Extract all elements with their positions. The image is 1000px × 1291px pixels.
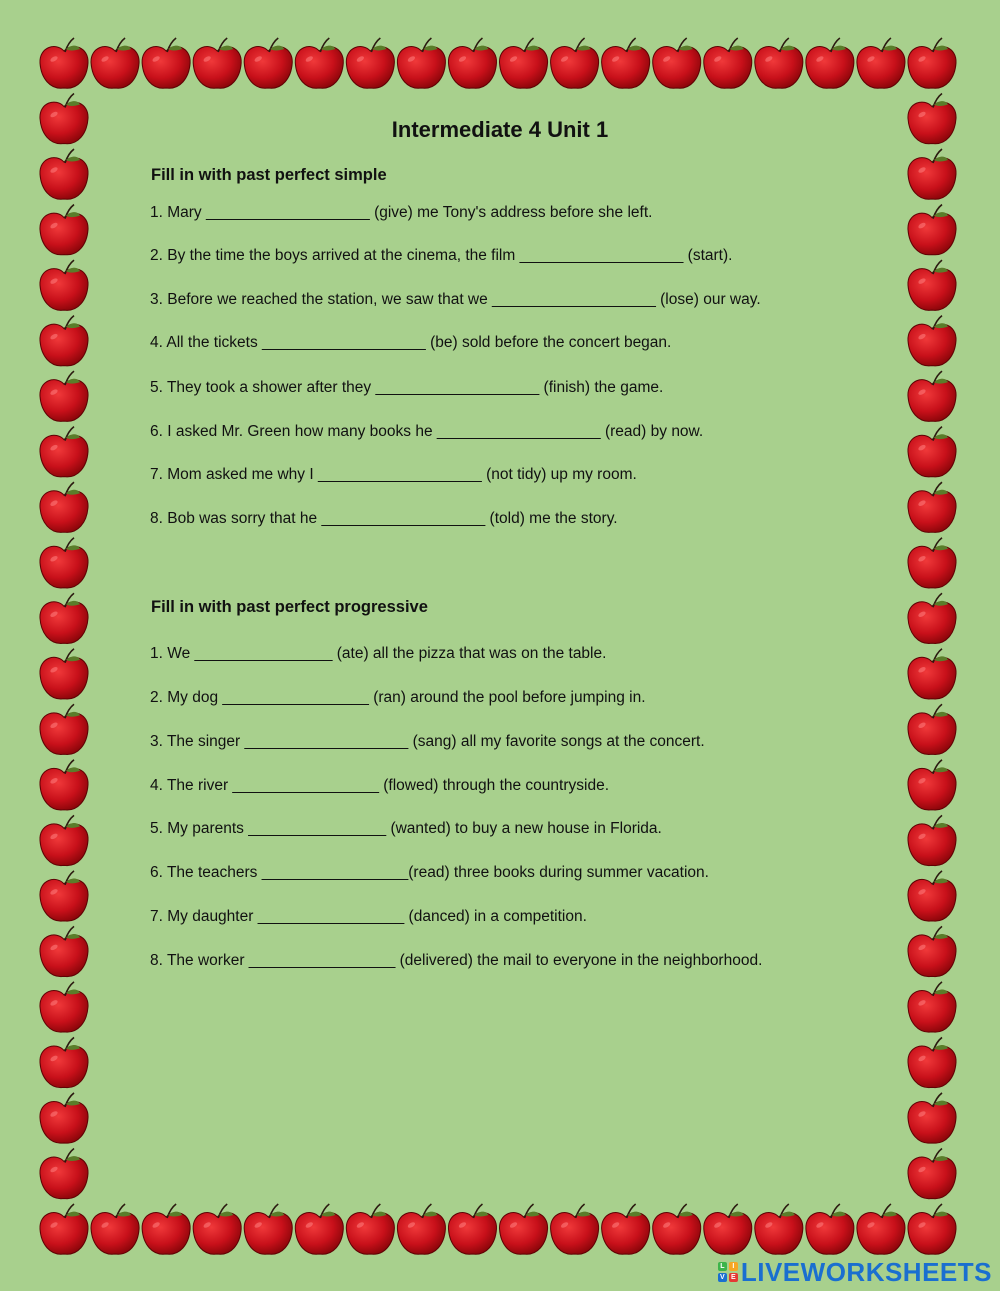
brand-name: LIVEWORKSHEETS [740, 1256, 992, 1287]
exercise-item: 2. My dog _________________ (ran) around the pool before jumping in. [150, 689, 646, 706]
exercise-item: 5. They took a shower after they ___________________ (finish) the game. [150, 379, 664, 396]
section-heading-progressive: Fill in with past perfect progressive [151, 598, 428, 616]
section-heading-simple: Fill in with past perfect simple [151, 166, 387, 184]
exercise-item: 4. The river _________________ (flowed) through the countryside. [150, 777, 609, 794]
exercise-item: 3. Before we reached the station, we saw that we ___________________ (lose) our way. [150, 291, 761, 308]
exercise-item: 6. The teachers _________________(read) three books during summer vacation. [150, 864, 709, 881]
logo-letter: L [718, 1262, 727, 1271]
page-title: Intermediate 4 Unit 1 [391, 117, 609, 142]
liveworksheets-brand [718, 1257, 992, 1287]
exercise-item: 6. I asked Mr. Green how many books he ___________________ (read) by now. [150, 423, 704, 440]
logo-letter: V [718, 1273, 727, 1282]
exercise-item: 4. All the tickets ___________________ (be) sold before the concert began. [150, 334, 672, 351]
liveworksheets-logo-icon [718, 1262, 738, 1282]
logo-letter: I [729, 1262, 738, 1271]
exercise-item: 8. Bob was sorry that he ___________________ (told) me the story. [150, 510, 618, 527]
exercise-item: 8. The worker _________________ (delivered) the mail to everyone in the neighborhood. [150, 952, 763, 969]
logo-letter: E [729, 1273, 738, 1282]
exercise-item: 5. My parents ________________ (wanted) to buy a new house in Florida. [150, 820, 662, 837]
exercise-item: 3. The singer ___________________ (sang) all my favorite songs at the concert. [150, 733, 705, 750]
exercise-item: 2. By the time the boys arrived at the cinema, the film ___________________ (start). [150, 247, 733, 264]
exercise-item: 7. My daughter _________________ (danced) in a competition. [150, 908, 587, 925]
exercise-item: 1. We ________________ (ate) all the pizza that was on the table. [150, 645, 607, 662]
exercise-item: 7. Mom asked me why I ___________________ (not tidy) up my room. [150, 466, 637, 483]
exercise-item: 1. Mary ___________________ (give) me Tony's address before she left. [150, 204, 653, 221]
